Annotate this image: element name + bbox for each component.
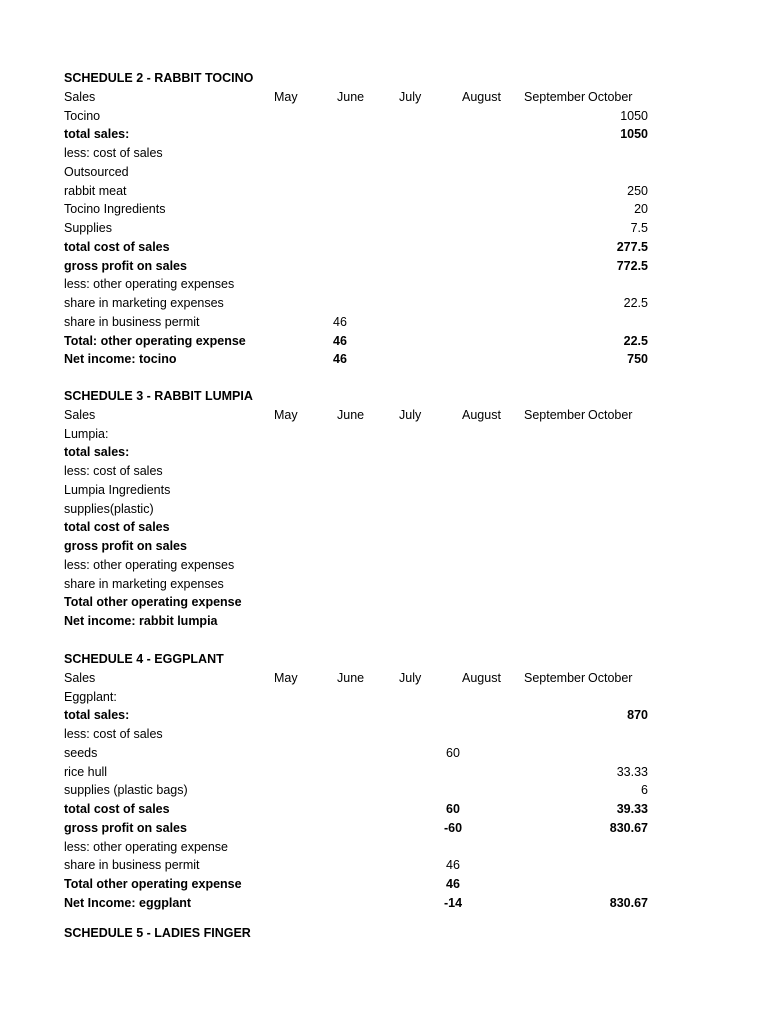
header-october: October <box>588 89 633 104</box>
cell-august: 60 <box>446 802 460 816</box>
table-row <box>0 800 768 819</box>
row-label: gross profit on sales <box>64 258 187 273</box>
cell-october: 870 <box>627 708 648 723</box>
row-label: Outsourced <box>64 164 129 179</box>
table-row <box>0 706 768 725</box>
table-row <box>0 219 768 238</box>
cell-june: 46 <box>333 352 347 367</box>
table-row <box>0 125 768 144</box>
row-label: less: other operating expenses <box>64 277 235 292</box>
cell-october: 277.5 <box>616 239 648 254</box>
header-july: July <box>399 89 422 104</box>
table-row <box>0 838 768 857</box>
cell-october: 6 <box>641 783 648 798</box>
table-row <box>0 763 768 782</box>
table-row <box>0 443 768 462</box>
cell-august: -60 <box>443 820 463 835</box>
row-label: gross profit on sales <box>64 820 187 835</box>
table-row <box>0 200 768 219</box>
table-row <box>0 875 768 894</box>
table-row <box>0 182 768 201</box>
table-row <box>0 332 768 351</box>
header-august: August <box>462 407 501 422</box>
cell-october: 7.5 <box>630 221 648 235</box>
header-august: August <box>462 89 501 104</box>
row-label: seeds <box>64 745 98 760</box>
row-label: Tocino <box>64 108 101 123</box>
header-may: May <box>274 407 298 422</box>
header-august: August <box>462 670 501 685</box>
row-label: Total other operating expense <box>64 877 242 891</box>
cell-october: 1050 <box>620 108 648 123</box>
cell-october: 1050 <box>620 127 648 142</box>
header-may: May <box>274 89 298 104</box>
header-label: Sales <box>64 89 96 104</box>
table-row <box>0 819 768 838</box>
table-row <box>0 144 768 163</box>
row-label: Supplies <box>64 221 112 235</box>
table-row <box>0 462 768 481</box>
row-label: less: cost of sales <box>64 146 163 160</box>
row-label: Eggplant: <box>64 689 117 704</box>
cell-october: 22.5 <box>623 296 648 310</box>
cell-august: 46 <box>446 877 460 891</box>
row-label: less: other operating expense <box>64 839 228 854</box>
table-row <box>0 725 768 744</box>
header-label: Sales <box>64 407 96 422</box>
row-label: Tocino Ingredients <box>64 202 166 217</box>
row-label: share in business permit <box>64 858 200 873</box>
row-label: rabbit meat <box>64 183 127 198</box>
row-label: Total other operating expense <box>64 595 242 610</box>
schedule-title <box>0 387 768 406</box>
header-row <box>0 669 768 688</box>
schedule-title <box>0 650 768 669</box>
table-row <box>0 518 768 537</box>
header-july: July <box>399 407 422 422</box>
row-label: total sales: <box>64 708 130 723</box>
cell-june: 46 <box>333 333 347 348</box>
header-july: July <box>399 670 422 685</box>
table-row <box>0 575 768 594</box>
row-label: Lumpia: <box>64 426 109 441</box>
row-label: share in marketing expenses <box>64 576 224 591</box>
row-label: Net Income: eggplant <box>64 895 192 910</box>
row-label: total cost of sales <box>64 520 170 535</box>
table-row <box>0 313 768 332</box>
row-label: total sales: <box>64 127 130 142</box>
table-row <box>0 556 768 575</box>
table-row <box>0 688 768 707</box>
table-row <box>0 294 768 313</box>
table-row <box>0 275 768 294</box>
table-row <box>0 593 768 612</box>
row-label: less: cost of sales <box>64 464 163 478</box>
row-label: less: other operating expenses <box>64 557 235 572</box>
table-row <box>0 500 768 519</box>
row-label: Net income: tocino <box>64 352 177 367</box>
header-september: September <box>524 670 586 685</box>
header-may: May <box>274 670 298 685</box>
schedule-title <box>0 69 768 88</box>
cell-october: 39.33 <box>616 802 648 816</box>
cell-october: 250 <box>627 183 648 198</box>
cell-october: 20 <box>634 202 648 217</box>
row-label: supplies(plastic) <box>64 501 154 516</box>
table-row <box>0 612 768 631</box>
header-label: Sales <box>64 670 96 685</box>
row-label: rice hull <box>64 764 108 779</box>
header-june: June <box>337 407 365 422</box>
table-row <box>0 238 768 257</box>
schedule-title-text: SCHEDULE 4 - EGGPLANT <box>64 652 224 666</box>
table-row <box>0 481 768 500</box>
schedule-title-text: SCHEDULE 3 - RABBIT LUMPIA <box>64 389 253 403</box>
header-row <box>0 406 768 425</box>
table-row <box>0 894 768 913</box>
header-september: September <box>524 407 586 422</box>
row-label: share in marketing expenses <box>64 296 224 310</box>
table-row <box>0 744 768 763</box>
header-row <box>0 88 768 107</box>
table-row <box>0 257 768 276</box>
header-june: June <box>337 89 365 104</box>
table-row <box>0 781 768 800</box>
row-label: total sales: <box>64 445 130 460</box>
row-label: Lumpia Ingredients <box>64 482 171 497</box>
table-row <box>0 537 768 556</box>
row-label: total cost of sales <box>64 802 170 816</box>
row-label: total cost of sales <box>64 239 170 254</box>
row-label: less: cost of sales <box>64 727 163 741</box>
row-label: share in business permit <box>64 314 200 329</box>
header-october: October <box>588 670 633 685</box>
row-label: supplies (plastic bags) <box>64 783 188 798</box>
row-label: Net income: rabbit lumpia <box>64 614 218 628</box>
cell-october: 830.67 <box>609 895 648 910</box>
schedule-title-text: SCHEDULE 2 - RABBIT TOCINO <box>64 71 254 85</box>
row-label: Total: other operating expense <box>64 333 246 348</box>
cell-august: -14 <box>443 895 463 910</box>
cell-october: 33.33 <box>616 764 648 779</box>
table-row <box>0 163 768 182</box>
cell-october: 772.5 <box>616 258 648 273</box>
table-row <box>0 425 768 444</box>
schedule-title-text: SCHEDULE 5 - LADIES FINGER <box>64 926 251 940</box>
schedule-title <box>0 924 768 943</box>
table-row <box>0 856 768 875</box>
header-october: October <box>588 407 633 422</box>
table-row <box>0 350 768 369</box>
header-september: September <box>524 89 586 104</box>
cell-june: 46 <box>333 314 347 329</box>
cell-october: 750 <box>627 352 648 367</box>
cell-august: 46 <box>446 858 460 873</box>
table-row <box>0 107 768 126</box>
cell-october: 22.5 <box>623 333 648 348</box>
cell-august: 60 <box>446 745 460 760</box>
cell-october: 830.67 <box>609 820 648 835</box>
header-june: June <box>337 670 365 685</box>
row-label: gross profit on sales <box>64 539 187 553</box>
